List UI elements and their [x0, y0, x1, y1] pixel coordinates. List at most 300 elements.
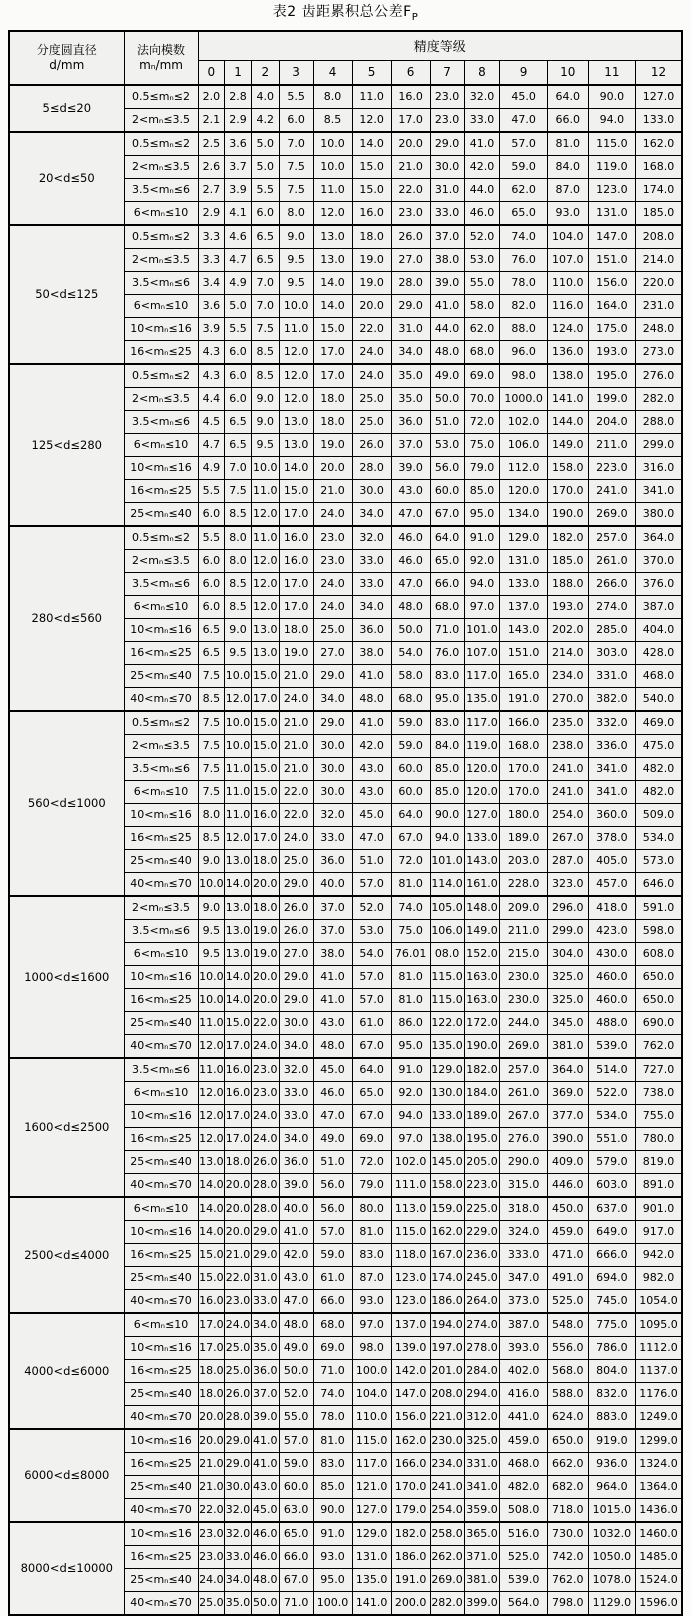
value-cell: 457.0: [588, 872, 635, 896]
value-cell: 230.0: [500, 988, 547, 1011]
value-cell: 579.0: [588, 1150, 635, 1173]
value-cell: 45.0: [251, 1498, 279, 1522]
grade-header-cell: 9: [500, 60, 547, 85]
value-cell: 119.0: [464, 734, 500, 757]
value-cell: 266.0: [588, 572, 635, 595]
module-cell: 16<mₙ≤25: [124, 479, 198, 502]
value-cell: 7.5: [198, 711, 225, 735]
value-cell: 172.0: [464, 1011, 500, 1034]
value-cell: 276.0: [636, 364, 682, 388]
value-cell: 50.0: [251, 1591, 279, 1615]
value-cell: 509.0: [636, 803, 682, 826]
value-cell: 274.0: [588, 595, 635, 618]
value-cell: 55.0: [464, 271, 500, 294]
value-cell: 21.0: [279, 734, 313, 757]
grade-header-cell: 11: [588, 60, 635, 85]
value-cell: 56.0: [313, 1173, 352, 1197]
value-cell: 603.0: [588, 1173, 635, 1197]
value-cell: 347.0: [500, 1266, 547, 1289]
value-cell: 17.0: [198, 1313, 225, 1337]
value-cell: 1324.0: [636, 1452, 682, 1475]
value-cell: 19.0: [279, 641, 313, 664]
value-cell: 69.0: [352, 1127, 391, 1150]
value-cell: 67.0: [430, 502, 464, 526]
value-cell: 215.0: [500, 942, 547, 965]
value-cell: 345.0: [547, 1011, 588, 1034]
d-range-cell: 1600<d≤2500: [9, 1058, 124, 1197]
value-cell: 123.0: [588, 178, 635, 201]
module-cell: 3.5<mₙ≤6: [124, 410, 198, 433]
value-cell: 936.0: [588, 1452, 635, 1475]
value-cell: 149.0: [547, 433, 588, 456]
module-cell: 25<mₙ≤40: [124, 1382, 198, 1405]
value-cell: 24.0: [279, 826, 313, 849]
value-cell: 25.0: [313, 618, 352, 641]
value-cell: 94.0: [430, 826, 464, 849]
value-cell: 83.0: [430, 711, 464, 735]
value-cell: 267.0: [547, 826, 588, 849]
value-cell: 34.0: [352, 502, 391, 526]
value-cell: 482.0: [500, 1475, 547, 1498]
value-cell: 209.0: [500, 896, 547, 920]
table-row: [9, 364, 682, 388]
value-cell: 3.6: [225, 132, 252, 156]
value-cell: 14.0: [352, 132, 391, 156]
value-cell: 241.0: [430, 1475, 464, 1498]
header-pitch-diameter-label: 分度圆直径: [36, 42, 97, 57]
value-cell: 32.0: [313, 803, 352, 826]
value-cell: 365.0: [464, 1522, 500, 1546]
value-cell: 97.0: [391, 1127, 430, 1150]
value-cell: 269.0: [588, 502, 635, 526]
d-range-cell: 6000<d≤8000: [9, 1429, 124, 1522]
value-cell: 522.0: [588, 1081, 635, 1104]
value-cell: 399.0: [464, 1591, 500, 1615]
value-cell: 370.0: [636, 549, 682, 572]
table-title-text: 表2 齿距累积总公差F: [272, 4, 412, 20]
table-body: [9, 85, 682, 1615]
module-cell: 16<mₙ≤25: [124, 641, 198, 664]
value-cell: 43.0: [391, 479, 430, 502]
value-cell: 60.0: [430, 479, 464, 502]
value-cell: 26.0: [279, 919, 313, 942]
value-cell: 341.0: [588, 780, 635, 803]
table-title: [0, 0, 691, 28]
value-cell: 29.0: [279, 965, 313, 988]
value-cell: 93.0: [352, 1289, 391, 1313]
value-cell: 10.0: [198, 872, 225, 896]
value-cell: 135.0: [430, 1034, 464, 1058]
value-cell: 471.0: [547, 1243, 588, 1266]
value-cell: 2.0: [198, 85, 225, 109]
value-cell: 106.0: [430, 919, 464, 942]
value-cell: 11.0: [225, 780, 252, 803]
value-cell: 646.0: [636, 872, 682, 896]
value-cell: 404.0: [636, 618, 682, 641]
value-cell: 12.0: [251, 502, 279, 526]
value-cell: 17.0: [225, 1127, 252, 1150]
value-cell: 7.0: [225, 456, 252, 479]
value-cell: 23.0: [313, 526, 352, 550]
value-cell: 68.0: [464, 340, 500, 364]
value-cell: 200.0: [391, 1591, 430, 1615]
value-cell: 891.0: [636, 1173, 682, 1197]
value-cell: 6.0: [225, 340, 252, 364]
value-cell: 27.0: [391, 248, 430, 271]
value-cell: 508.0: [500, 1498, 547, 1522]
value-cell: 182.0: [547, 526, 588, 550]
value-cell: 10.0: [225, 734, 252, 757]
value-cell: 10.0: [279, 294, 313, 317]
value-cell: 170.0: [547, 479, 588, 502]
value-cell: 190.0: [464, 1034, 500, 1058]
value-cell: 189.0: [500, 826, 547, 849]
value-cell: 57.0: [279, 1429, 313, 1453]
value-cell: 104.0: [547, 225, 588, 249]
value-cell: 25.0: [225, 1336, 252, 1359]
value-cell: 10.0: [313, 132, 352, 156]
value-cell: 48.0: [430, 340, 464, 364]
value-cell: 942.0: [636, 1243, 682, 1266]
value-cell: 288.0: [636, 410, 682, 433]
value-cell: 32.0: [279, 1058, 313, 1082]
value-cell: 24.0: [198, 1568, 225, 1591]
value-cell: 4.5: [198, 410, 225, 433]
value-cell: 16.0: [251, 803, 279, 826]
value-cell: 14.0: [198, 1197, 225, 1221]
value-cell: 74.0: [313, 1382, 352, 1405]
value-cell: 15.0: [198, 1266, 225, 1289]
value-cell: 534.0: [588, 1104, 635, 1127]
value-cell: 23.0: [251, 1058, 279, 1082]
value-cell: 120.0: [464, 780, 500, 803]
value-cell: 45.0: [352, 803, 391, 826]
value-cell: 16.0: [352, 201, 391, 225]
value-cell: 738.0: [636, 1081, 682, 1104]
table-header: [9, 31, 682, 85]
value-cell: 21.0: [198, 1475, 225, 1498]
value-cell: 325.0: [547, 988, 588, 1011]
value-cell: 8.5: [313, 108, 352, 132]
value-cell: 4.3: [198, 364, 225, 388]
value-cell: 189.0: [464, 1104, 500, 1127]
value-cell: 30.0: [279, 1011, 313, 1034]
value-cell: 46.0: [251, 1522, 279, 1546]
value-cell: 376.0: [636, 572, 682, 595]
module-cell: 2<mₙ≤3.5: [124, 108, 198, 132]
value-cell: 11.0: [352, 85, 391, 109]
value-cell: 84.0: [430, 734, 464, 757]
value-cell: 459.0: [547, 1220, 588, 1243]
value-cell: 64.0: [391, 803, 430, 826]
value-cell: 21.0: [225, 1243, 252, 1266]
d-range-cell: 4000<d≤6000: [9, 1313, 124, 1429]
value-cell: 46.0: [313, 1081, 352, 1104]
value-cell: 24.0: [313, 502, 352, 526]
value-cell: 115.0: [588, 132, 635, 156]
value-cell: 3.9: [198, 317, 225, 340]
value-cell: 151.0: [500, 641, 547, 664]
value-cell: 20.0: [313, 456, 352, 479]
value-cell: 91.0: [313, 1522, 352, 1546]
value-cell: 6.0: [198, 595, 225, 618]
value-cell: 120.0: [464, 757, 500, 780]
value-cell: 83.0: [352, 1243, 391, 1266]
value-cell: 40.0: [279, 1197, 313, 1221]
value-cell: 71.0: [313, 1359, 352, 1382]
value-cell: 39.0: [430, 271, 464, 294]
value-cell: 33.0: [352, 549, 391, 572]
module-cell: 0.5≤mₙ≤2: [124, 132, 198, 156]
value-cell: 7.5: [198, 780, 225, 803]
value-cell: 57.0: [500, 132, 547, 156]
value-cell: 74.0: [391, 896, 430, 920]
table-row: [9, 1429, 682, 1453]
value-cell: 9.5: [251, 433, 279, 456]
value-cell: 31.0: [251, 1266, 279, 1289]
value-cell: 694.0: [588, 1266, 635, 1289]
value-cell: 742.0: [547, 1545, 588, 1568]
value-cell: 60.0: [391, 757, 430, 780]
value-cell: 27.0: [313, 641, 352, 664]
value-cell: 650.0: [547, 1429, 588, 1453]
value-cell: 28.0: [352, 456, 391, 479]
value-cell: 11.0: [198, 1011, 225, 1034]
value-cell: 165.0: [500, 664, 547, 687]
value-cell: 299.0: [547, 919, 588, 942]
value-cell: 59.0: [500, 155, 547, 178]
value-cell: 208.0: [430, 1382, 464, 1405]
value-cell: 25.0: [279, 849, 313, 872]
value-cell: 34.0: [352, 595, 391, 618]
value-cell: 162.0: [430, 1220, 464, 1243]
value-cell: 1129.0: [588, 1591, 635, 1615]
value-cell: 24.0: [352, 340, 391, 364]
value-cell: 14.0: [198, 1173, 225, 1197]
value-cell: 364.0: [547, 1058, 588, 1082]
value-cell: 135.0: [464, 687, 500, 711]
module-cell: 10<mₙ≤16: [124, 618, 198, 641]
value-cell: 257.0: [500, 1058, 547, 1082]
module-cell: 6<mₙ≤10: [124, 780, 198, 803]
value-cell: 186.0: [391, 1545, 430, 1568]
value-cell: 44.0: [464, 178, 500, 201]
value-cell: 33.0: [464, 108, 500, 132]
value-cell: 5.5: [198, 526, 225, 550]
value-cell: 11.0: [251, 526, 279, 550]
value-cell: 115.0: [391, 1220, 430, 1243]
module-cell: 16<mₙ≤25: [124, 1127, 198, 1150]
value-cell: 48.0: [391, 595, 430, 618]
header-pitch-diameter: [9, 31, 124, 85]
value-cell: 138.0: [547, 364, 588, 388]
value-cell: 312.0: [464, 1405, 500, 1429]
value-cell: 333.0: [500, 1243, 547, 1266]
value-cell: 85.0: [464, 479, 500, 502]
value-cell: 33.0: [430, 201, 464, 225]
value-cell: 110.0: [352, 1405, 391, 1429]
value-cell: 29.0: [251, 1243, 279, 1266]
value-cell: 8.0: [225, 549, 252, 572]
module-cell: 6<mₙ≤10: [124, 294, 198, 317]
value-cell: 93.0: [313, 1545, 352, 1568]
value-cell: 22.0: [352, 317, 391, 340]
value-cell: 30.0: [430, 155, 464, 178]
value-cell: 49.0: [279, 1336, 313, 1359]
value-cell: 323.0: [547, 872, 588, 896]
value-cell: 1249.0: [636, 1405, 682, 1429]
value-cell: 13.0: [225, 849, 252, 872]
value-cell: 41.0: [464, 132, 500, 156]
value-cell: 525.0: [547, 1289, 588, 1313]
value-cell: 24.0: [313, 572, 352, 595]
header-row-1: [9, 31, 682, 61]
value-cell: 193.0: [588, 340, 635, 364]
value-cell: 76.01: [391, 942, 430, 965]
value-cell: 75.0: [391, 919, 430, 942]
value-cell: 15.0: [251, 711, 279, 735]
value-cell: 15.0: [251, 757, 279, 780]
module-cell: 40<mₙ≤70: [124, 872, 198, 896]
value-cell: 195.0: [464, 1127, 500, 1150]
value-cell: 51.0: [430, 410, 464, 433]
table-row: [9, 526, 682, 550]
value-cell: 20.0: [251, 872, 279, 896]
value-cell: 238.0: [547, 734, 588, 757]
value-cell: 12.0: [279, 387, 313, 410]
value-cell: 66.0: [313, 1289, 352, 1313]
value-cell: 50.0: [430, 387, 464, 410]
value-cell: 296.0: [547, 896, 588, 920]
value-cell: 54.0: [352, 942, 391, 965]
value-cell: 230.0: [500, 965, 547, 988]
value-cell: 113.0: [391, 1197, 430, 1221]
value-cell: 105.0: [430, 896, 464, 920]
value-cell: 341.0: [588, 757, 635, 780]
value-cell: 21.0: [198, 1452, 225, 1475]
value-cell: 257.0: [588, 526, 635, 550]
value-cell: 294.0: [464, 1382, 500, 1405]
value-cell: 4.4: [198, 387, 225, 410]
value-cell: 57.0: [352, 965, 391, 988]
d-range-cell: 560<d≤1000: [9, 711, 124, 896]
grade-header-cell: 3: [279, 60, 313, 85]
value-cell: 12.0: [198, 1104, 225, 1127]
value-cell: 4.7: [225, 248, 252, 271]
value-cell: 57.0: [352, 988, 391, 1011]
value-cell: 137.0: [391, 1313, 430, 1337]
value-cell: 87.0: [547, 178, 588, 201]
value-cell: 16.0: [198, 1289, 225, 1313]
value-cell: 9.5: [225, 641, 252, 664]
value-cell: 49.0: [430, 364, 464, 388]
value-cell: 10.0: [198, 988, 225, 1011]
value-cell: 188.0: [547, 572, 588, 595]
value-cell: 39.0: [279, 1173, 313, 1197]
value-cell: 27.0: [279, 942, 313, 965]
value-cell: 47.0: [391, 572, 430, 595]
value-cell: 7.5: [279, 155, 313, 178]
value-cell: 211.0: [500, 919, 547, 942]
value-cell: 468.0: [636, 664, 682, 687]
value-cell: 13.0: [225, 942, 252, 965]
value-cell: 23.0: [430, 85, 464, 109]
value-cell: 234.0: [430, 1452, 464, 1475]
value-cell: 17.0: [313, 340, 352, 364]
value-cell: 133.0: [636, 108, 682, 132]
grade-header-cell: 8: [464, 60, 500, 85]
value-cell: 81.0: [391, 872, 430, 896]
value-cell: 35.0: [391, 364, 430, 388]
value-cell: 116.0: [547, 294, 588, 317]
value-cell: 111.0: [391, 1173, 430, 1197]
value-cell: 35.0: [251, 1336, 279, 1359]
value-cell: 214.0: [636, 248, 682, 271]
value-cell: 48.0: [251, 1568, 279, 1591]
value-cell: 14.0: [313, 271, 352, 294]
value-cell: 98.0: [500, 364, 547, 388]
value-cell: 201.0: [430, 1359, 464, 1382]
value-cell: 682.0: [547, 1475, 588, 1498]
value-cell: 588.0: [547, 1382, 588, 1405]
value-cell: 123.0: [391, 1266, 430, 1289]
module-cell: 16<mₙ≤25: [124, 988, 198, 1011]
value-cell: 147.0: [588, 225, 635, 249]
value-cell: 156.0: [391, 1405, 430, 1429]
value-cell: 2.7: [198, 178, 225, 201]
value-cell: 1176.0: [636, 1382, 682, 1405]
value-cell: 10.0: [225, 711, 252, 735]
value-cell: 191.0: [500, 687, 547, 711]
value-cell: 39.0: [251, 1405, 279, 1429]
value-cell: 475.0: [636, 734, 682, 757]
value-cell: 8.5: [225, 572, 252, 595]
value-cell: 57.0: [352, 872, 391, 896]
value-cell: 102.0: [391, 1150, 430, 1173]
value-cell: 33.0: [279, 1104, 313, 1127]
value-cell: 3.4: [198, 271, 225, 294]
value-cell: 182.0: [391, 1522, 430, 1546]
value-cell: 65.0: [352, 1081, 391, 1104]
value-cell: 4.0: [251, 85, 279, 109]
value-cell: 30.0: [313, 780, 352, 803]
value-cell: 17.0: [279, 572, 313, 595]
value-cell: 197.0: [430, 1336, 464, 1359]
grade-header-cell: 5: [352, 60, 391, 85]
value-cell: 161.0: [464, 872, 500, 896]
module-cell: 16<mₙ≤25: [124, 1452, 198, 1475]
value-cell: 360.0: [588, 803, 635, 826]
value-cell: 53.0: [464, 248, 500, 271]
value-cell: 282.0: [636, 387, 682, 410]
value-cell: 28.0: [251, 1173, 279, 1197]
value-cell: 12.0: [198, 1127, 225, 1150]
value-cell: 83.0: [430, 664, 464, 687]
value-cell: 540.0: [636, 687, 682, 711]
module-cell: 10<mₙ≤16: [124, 803, 198, 826]
value-cell: 7.5: [225, 479, 252, 502]
value-cell: 36.0: [251, 1359, 279, 1382]
d-range-cell: 50<d≤125: [9, 225, 124, 364]
value-cell: 469.0: [636, 711, 682, 735]
value-cell: 81.0: [352, 1220, 391, 1243]
value-cell: 231.0: [636, 294, 682, 317]
value-cell: 18.0: [198, 1359, 225, 1382]
module-cell: 2<mₙ≤3.5: [124, 734, 198, 757]
value-cell: 12.0: [198, 1034, 225, 1058]
value-cell: 755.0: [636, 1104, 682, 1127]
value-cell: 9.0: [279, 225, 313, 249]
